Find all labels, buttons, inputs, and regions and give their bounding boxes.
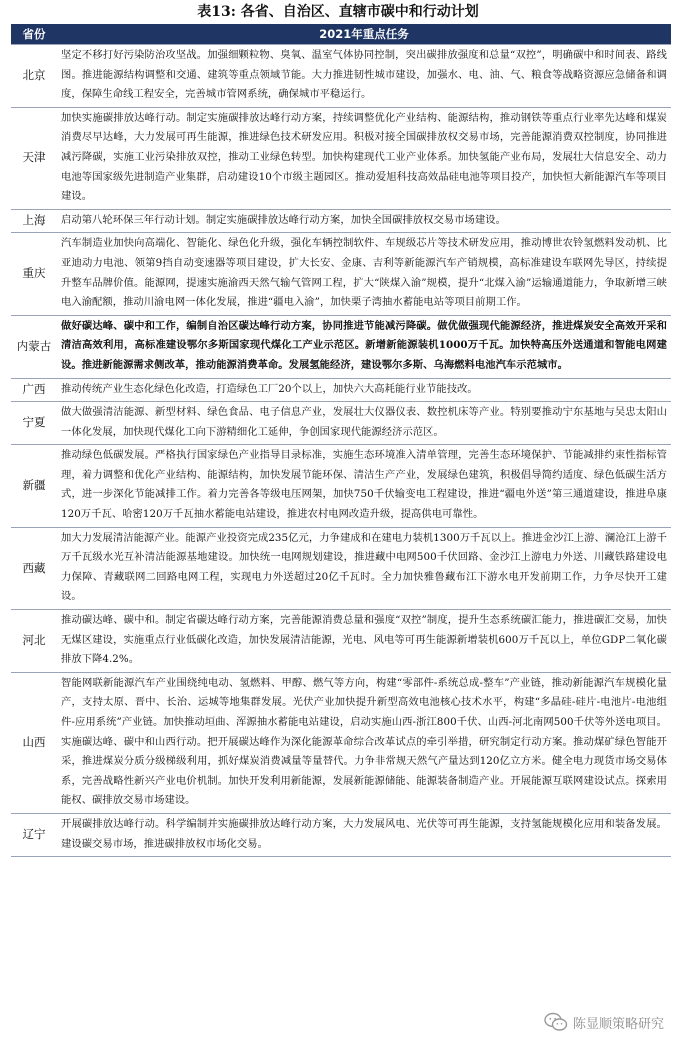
table-row (11, 233, 671, 315)
province-cell: 山西 (11, 672, 57, 813)
table-title: 表13: 各省、自治区、直辖市碳中和行动计划 (197, 4, 479, 20)
province-cell: 宁夏 (11, 402, 57, 445)
table-header-row (11, 24, 671, 45)
header-tasks: 2021年重点任务 (57, 24, 671, 45)
table-row (11, 402, 671, 445)
watermark-text: 陈显顺策略研究 (572, 1016, 664, 1032)
task-cell: 加大力发展清洁能源产业。能源产业投资完成235亿元，力争建成和在建电力装机1300万千瓦以上。推进金沙江上游、澜沧江上游千万千瓦级水光互补清洁能源基地建设。加快统一电网规划建设，推进藏中电网500千伏回路、金沙江上游电力外送、川藏铁路建设电力保障、青藏联网二回路电网工程，实现电力外送超过20亿千瓦时。全力加快雅鲁藏布江下游水电开发前期工作，力争尽快开工建设。 (57, 527, 671, 609)
table-row (11, 209, 671, 233)
province-cell: 西藏 (11, 527, 57, 609)
province-cell: 上海 (11, 209, 57, 233)
task-cell: 推动传统产业生态化绿色化改造，打造绿色工厂20个以上，加快六大高耗能行业节能技改。 (57, 378, 671, 402)
table-row (11, 445, 671, 527)
watermark (544, 1011, 664, 1033)
province-cell: 北京 (11, 45, 57, 108)
task-cell: 智能网联新能源汽车产业围绕纯电动、氢燃料、甲醇、燃气等方向，构建“零部件-系统总成-整车”产业链，推动新能源汽车规模化量产，支持太原、晋中、长治、运城等地集群发展。光伏产业加快提升新型高效电池核心技术水平，构建“多晶硅-硅片-电池片-电池组件-应用系统”产业链。加快推动垣曲、浑源抽水蓄能电站建设，启动实施山西-浙江800千伏、山西-河北南网500千伏等外送电项目。实施碳达峰、碳中和山西行动。把开展碳达峰作为深化能源革命综合改革试点的牵引举措，研究制定行动方案。推动煤矿绿色智能开采，推进煤炭分质分级梯级利用，抓好煤炭消费减量等量替代。力争非常规天然气产量达到120亿立方米。健全电力现货市场交易体系，完善战略性新兴产业电价机制。加快开发利用新能源，发展新能源储能、能源装备制造产业。开展能源互联网建设试点。探索用能权、碳排放交易市场建设。 (57, 672, 671, 813)
task-cell: 开展碳排放达峰行动。科学编制并实施碳排放达峰行动方案，大力发展风电、光伏等可再生能源，支持氢能规模化应用和装备发展。建设碳交易市场，推进碳排放权市场化交易。 (57, 813, 671, 856)
task-cell: 推动绿色低碳发展。严格执行国家绿色产业指导目录标准，实施生态环境准入清单管理，完善生态环境保护、节能减排约束性指标管理，着力调整和优化产业结构、能源结构，加快发展节能环保、清洁生产产业，发展绿色建筑，积极倡导简约适度、绿色低碳生活方式，进一步深化节能减排工作。着力完善各等级电压网架，加快750千伏输变电工程建设，推进“疆电外送”第三通道建设，推进阜康120万千瓦、哈密120万千瓦抽水蓄能电站建设，推进农村电网改造升级，提高供电可靠性。 (57, 445, 671, 527)
task-cell: 坚定不移打好污染防治攻坚战。加强细颗粒物、臭氧、温室气体协同控制，突出碳排放强度和总量“双控”，明确碳中和时间表、路线图。推进能源结构调整和交通、建筑等重点领域节能。大力推进韧性城市建设，加强水、电、油、气、粮食等战略资源应急储备和调度，保障生命线工程安全，完善城市管网系统，确保城市平稳运行。 (57, 45, 671, 108)
task-cell: 启动第八轮环保三年行动计划。制定实施碳排放达峰行动方案，加快全国碳排放权交易市场建设。 (57, 209, 671, 233)
province-cell: 河北 (11, 610, 57, 673)
table-row (11, 672, 671, 813)
header-province: 省份 (11, 24, 57, 45)
province-cell: 新疆 (11, 445, 57, 527)
province-cell: 重庆 (11, 233, 57, 315)
action-plan-table (11, 24, 671, 857)
province-cell: 广西 (11, 378, 57, 402)
table-row (11, 45, 671, 108)
task-cell: 加快实施碳排放达峰行动。制定实施碳排放达峰行动方案，持续调整优化产业结构、能源结构，推动钢铁等重点行业率先达峰和煤炭消费尽早达峰，大力发展可再生能源，推进绿色技术研发应用。积极对接全国碳排放权交易市场，完善能源消费双控制度，协同推进减污降碳，实施工业污染排放双控，推动工业绿色转型。加快构建现代工业产业体系。加快氢能产业布局，发展壮大信息安全、动力电池等国家级先进制造产业集群，启动建设10个市级主题园区。推动爱旭科技高效晶硅电池等项目投产，加快恒大新能源汽车等项目建设。 (57, 107, 671, 209)
task-cell: 推动碳达峰、碳中和。制定省碳达峰行动方案，完善能源消费总量和强度“双控”制度，提升生态系统碳汇能力，推进碳汇交易，加快无煤区建设，实施重点行业低碳化改造，加快发展清洁能源，光电、风电等可再生能源新增装机600万千瓦以上，单位GDP二氧化碳排放下降4.2%。 (57, 610, 671, 673)
table-row (11, 107, 671, 209)
table-row (11, 378, 671, 402)
wechat-icon (544, 1012, 568, 1032)
province-cell: 辽宁 (11, 813, 57, 856)
table-row (11, 315, 671, 378)
task-cell: 做大做强清洁能源、新型材料、绿色食品、电子信息产业，发展壮大仪器仪表、数控机床等产业。特别要推动宁东基地与吴忠太阳山一体化发展，加快现代煤化工向下游精细化工延伸，争创国家现代能源经济示范区。 (57, 402, 671, 445)
task-cell: 做好碳达峰、碳中和工作，编制自治区碳达峰行动方案，协同推进节能减污降碳。做优做强现代能源经济，推进煤炭安全高效开采和清洁高效利用，高标准建设鄂尔多斯国家现代煤化工产业示范区。新增新能源装机1000万千瓦。加快特高压外送通道和智能电网建设。推进新能源需求侧改革，推动能源消费革命。发展氢能经济，建设鄂尔多斯、乌海燃料电池汽车示范城市。 (57, 315, 671, 378)
task-cell: 汽车制造业加快向高端化、智能化、绿色化升级，强化车辆控制软件、车规级芯片等技术研发应用，推动博世农铃氢燃料发动机、比亚迪动力电池、领第9挡自动变速器等项目建设，扩大长安、金康、吉利等新能源汽车产销规模，高标准建设车联网先导区，持续提升整车品牌价值。能源网，提速实施渝西天然气输气管网工程，扩大“陕煤入渝”规模，提升“北煤入渝”运输通道能力，争取新增三峡电入渝配额，推动川渝电网一体化发展，推进“疆电入渝”，加快栗子湾抽水蓄能电站等项目前期工作。 (57, 233, 671, 315)
table-row (11, 527, 671, 609)
province-cell: 内蒙古 (11, 315, 57, 378)
table-row (11, 813, 671, 856)
province-cell: 天津 (11, 107, 57, 209)
table-row (11, 610, 671, 673)
